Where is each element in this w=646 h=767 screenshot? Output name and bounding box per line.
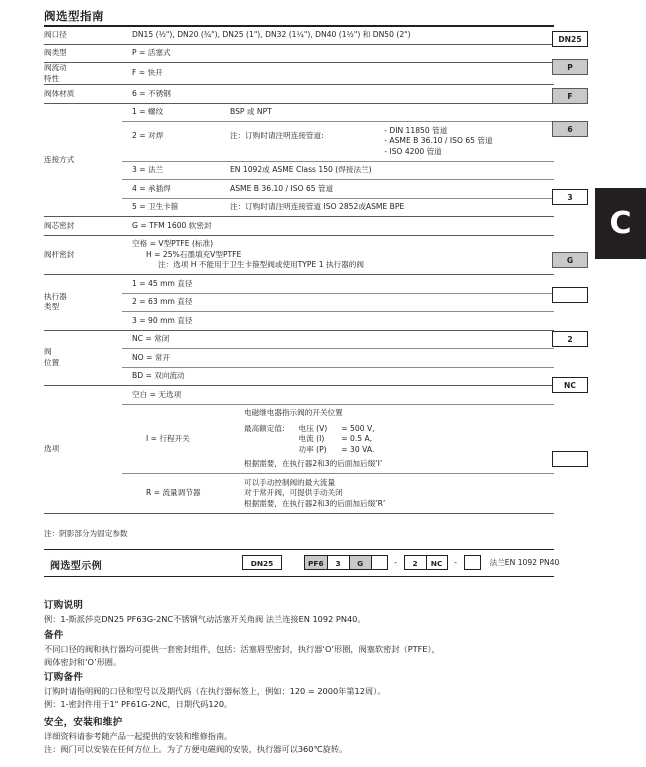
option-code: 5 = 卫生卡箍 [122, 198, 224, 216]
row-content-flow-characteristic [122, 63, 554, 85]
option-line [122, 161, 554, 180]
result-box-seat-seal[interactable]: G [552, 252, 588, 268]
example-cell-position[interactable]: NC [426, 555, 448, 570]
rating-name: 功率 (P) [298, 444, 327, 454]
table-row-flow-characteristic [44, 63, 554, 85]
table-row-actuator-type [44, 275, 554, 331]
option-line [122, 275, 554, 293]
row-label-stem-seal: 阀杆密封 [44, 249, 75, 259]
option-line [122, 386, 554, 404]
section-heading: 订购备件 [44, 672, 84, 683]
tail-line: - ASME B 36.10 / ISO 65 管道 [384, 136, 493, 145]
table-row-body-material [44, 85, 554, 104]
table-row-stem-seal [44, 235, 554, 275]
table-row-valve-position [44, 330, 554, 386]
table-row-options [44, 386, 554, 514]
option-code: 1 = 螺纹 [132, 107, 164, 116]
option-line [122, 198, 554, 216]
section-paragraph: 阀体密封和‘O’形圈。 [44, 656, 122, 667]
rating-value: = 500 V, [341, 423, 375, 433]
option-line [122, 104, 554, 122]
section-paragraph: 例：1-密封件用于1" PF61G-2NC，日期代码120。 [44, 698, 233, 709]
section-safety-installation [44, 714, 574, 755]
row-content-valve-position [122, 330, 554, 386]
option-line [122, 180, 554, 199]
shaded-parameters-note: 注：阴影部分为固定参数 [44, 529, 128, 538]
option-code: 6 = 不锈钢 [132, 88, 171, 98]
example-cell-stem-seal[interactable] [371, 555, 388, 570]
result-box-body-material[interactable]: 6 [552, 121, 588, 137]
option-line [122, 331, 554, 349]
option-code: DN15 (½"), DN20 (¾"), DN25 (1"), DN32 (1¼"), DN40 (1½") 和 DN50 (2") [132, 29, 411, 39]
row-label-body-material: 阀体材质 [44, 88, 75, 98]
option-detail [238, 404, 554, 474]
option-code: G = TFM 1600 软密封 [132, 220, 212, 230]
row-label-line2: 位置 [44, 357, 60, 367]
option-code: 空格 = V型PTFE (标准) [132, 239, 214, 248]
option-code: NC = 常闭 [132, 334, 170, 343]
row-label-seat-seal: 阀芯密封 [44, 220, 75, 230]
section-ordering-spares [44, 669, 574, 710]
option-line [122, 367, 554, 385]
example-code-cells [242, 555, 559, 570]
table-row-seat-seal [44, 217, 554, 236]
option-code: 4 = 承插焊 [122, 180, 224, 199]
tail-line: - ISO 4200 管道 [384, 146, 442, 156]
example-separator-1: - [394, 558, 398, 567]
option-desc: EN 1092或 ASME Class 150 (焊接法兰) [224, 161, 554, 180]
option-desc: 注：订购时请注明连接管道: [224, 122, 376, 162]
row-label-line2: 类型 [44, 302, 60, 312]
row-content-options [122, 386, 554, 514]
row-content-valve-type [122, 44, 554, 63]
chapter-tab-c: C [595, 188, 646, 259]
option-line [122, 122, 554, 162]
tail-line: - DIN 11850 管道 [384, 125, 448, 135]
option-line [122, 312, 554, 330]
row-label-valve-type: 阀类型 [44, 48, 67, 57]
section-paragraph: 例：1-斯派莎克DN25 PF63G-2NC不锈钢气动活塞开关角阀 法兰连接EN 1092 PN40。 [44, 614, 366, 624]
table-row-connection [44, 103, 554, 217]
option-line [122, 349, 554, 368]
row-label-options: 选项 [44, 444, 60, 453]
detail-line: 可以手动控制阀的最大流量 [244, 477, 336, 487]
row-content-seat-seal [122, 217, 554, 236]
row-content-body-material [122, 85, 554, 104]
row-content-connection [122, 103, 554, 217]
example-title: 阀选型示例 [50, 561, 102, 572]
table-row-valve-type [44, 44, 554, 63]
page-title: 阀选型指南 [44, 9, 104, 23]
option-note: 注：选项 H 不能用于卫生卡箍型阀或使用TYPE 1 执行器的阀 [158, 260, 364, 269]
example-tail-text: 法兰EN 1092 PN40 [489, 558, 560, 567]
row-label-line1: 执行器 [44, 291, 67, 301]
section-heading: 备件 [44, 630, 64, 641]
row-content-actuator-type [122, 275, 554, 331]
section-paragraph: 注：阀门可以安装在任何方位上。为了方便电磁阀的安装，执行器可以360℃旋转。 [44, 743, 348, 754]
example-cell-connection[interactable]: 3 [327, 555, 349, 570]
result-box-valve-position[interactable]: NC [552, 377, 588, 393]
option-tail [376, 104, 554, 122]
section-ordering-instructions [44, 597, 574, 626]
row-label-line2: 特性 [44, 73, 60, 83]
section-heading: 安全，安装和维护 [44, 717, 123, 728]
rating-value: = 30 VA. [341, 444, 375, 454]
option-desc: ASME B 36.10 / ISO 65 管道 [224, 180, 554, 199]
option-code: F = 快开 [132, 68, 163, 78]
option-code: 3 = 90 mm 直径 [122, 312, 554, 330]
detail-line: 对于常开阀，可提供手动关闭 [244, 488, 343, 497]
option-line [122, 293, 554, 312]
option-code: 1 = 45 mm 直径 [132, 278, 193, 288]
section-heading: 订购说明 [44, 600, 84, 611]
rating-label: 最高额定值: [244, 423, 285, 433]
example-cell-bore[interactable]: DN25 [242, 555, 282, 570]
section-paragraph: 详细资料请参考随产品一起提供的安装和维修指南。 [44, 731, 233, 741]
section-spare-parts [44, 627, 574, 668]
table-row-bore [44, 26, 554, 44]
example-cell-model[interactable]: PF6 [304, 555, 327, 570]
option-code: 空白 = 无选项 [132, 389, 182, 399]
option-line-flow-regulator [122, 474, 554, 513]
example-cell-actuator[interactable]: 2 [404, 555, 426, 570]
option-code: 2 = 对焊 [122, 122, 224, 162]
row-label-valve-position [44, 330, 122, 386]
result-box-valve-type[interactable]: P [552, 59, 588, 75]
example-cell-options[interactable] [464, 555, 481, 570]
page-title-block [44, 9, 554, 27]
option-desc: 注：订购时请注明连接管道 ISO 2852或ASME BPE [224, 198, 554, 216]
row-content-stem-seal [122, 235, 554, 275]
result-box-stem-seal[interactable] [552, 287, 588, 303]
example-cell-seat-seal[interactable]: G [349, 555, 371, 570]
table-bottom-rule [44, 513, 554, 514]
row-label-bore: 阀口径 [44, 29, 67, 39]
option-code: BD = 双向流动 [122, 367, 554, 385]
option-desc: BSP 或 NPT [230, 107, 272, 116]
rating-name: 电流 (I) [298, 434, 325, 443]
row-label-line1: 阀流动 [44, 63, 67, 72]
option-code: 3 = 法兰 [122, 161, 224, 180]
result-box-bore[interactable]: DN25 [552, 31, 588, 47]
option-tail-list [376, 122, 554, 162]
result-code-column [552, 26, 598, 526]
result-box-options[interactable] [552, 451, 588, 467]
selection-example-box [44, 549, 560, 577]
row-label-connection: 连接方式 [44, 154, 75, 164]
valve-selection-table [44, 26, 554, 514]
section-paragraph: 订购时请指明阀的口径和型号以及期代码（在执行器标签上，例如：120 = 2000年第12周）。 [44, 686, 386, 696]
option-code: H = 25%石墨填充V型PTFE [146, 249, 242, 259]
example-separator-2: - [454, 558, 458, 567]
detail-line: 根据需要，在执行器2和3的后面加后缀‘R’ [244, 498, 386, 508]
row-content-bore [122, 26, 554, 44]
option-code: NO = 常开 [122, 349, 554, 368]
example-group-model [304, 555, 388, 570]
row-label-actuator-type [44, 275, 122, 331]
option-line-limit-switch [122, 404, 554, 474]
option-code: 2 = 63 mm 直径 [122, 293, 554, 312]
result-box-actuator-type[interactable]: 2 [552, 331, 588, 347]
row-label-flow-characteristic [44, 63, 122, 85]
rating-value: = 0.5 A, [341, 434, 373, 443]
row-label-line1: 阀 [44, 347, 52, 357]
result-box-flow-char[interactable]: F [552, 88, 588, 104]
result-box-connection[interactable]: 3 [552, 189, 588, 205]
detail-heading: 电磁继电器指示阀的开关位置 [244, 408, 343, 417]
option-code: P = 活塞式 [132, 48, 171, 57]
option-code: R = 流量调节器 [122, 474, 238, 513]
suffix-note: 根据需要，在执行器2和3的后面加后缀‘I’ [244, 459, 383, 468]
example-group-actuator [404, 555, 448, 570]
section-paragraph: 不同口径的阀和执行器均可提供一套密封组件，包括：活塞唇型密封，执行器‘O’形圈，阀塞软密封（PTFE）， [44, 644, 440, 654]
option-code: I = 行程开关 [122, 404, 238, 474]
rating-name: 电压 (V) [298, 423, 328, 433]
option-detail [238, 474, 554, 513]
